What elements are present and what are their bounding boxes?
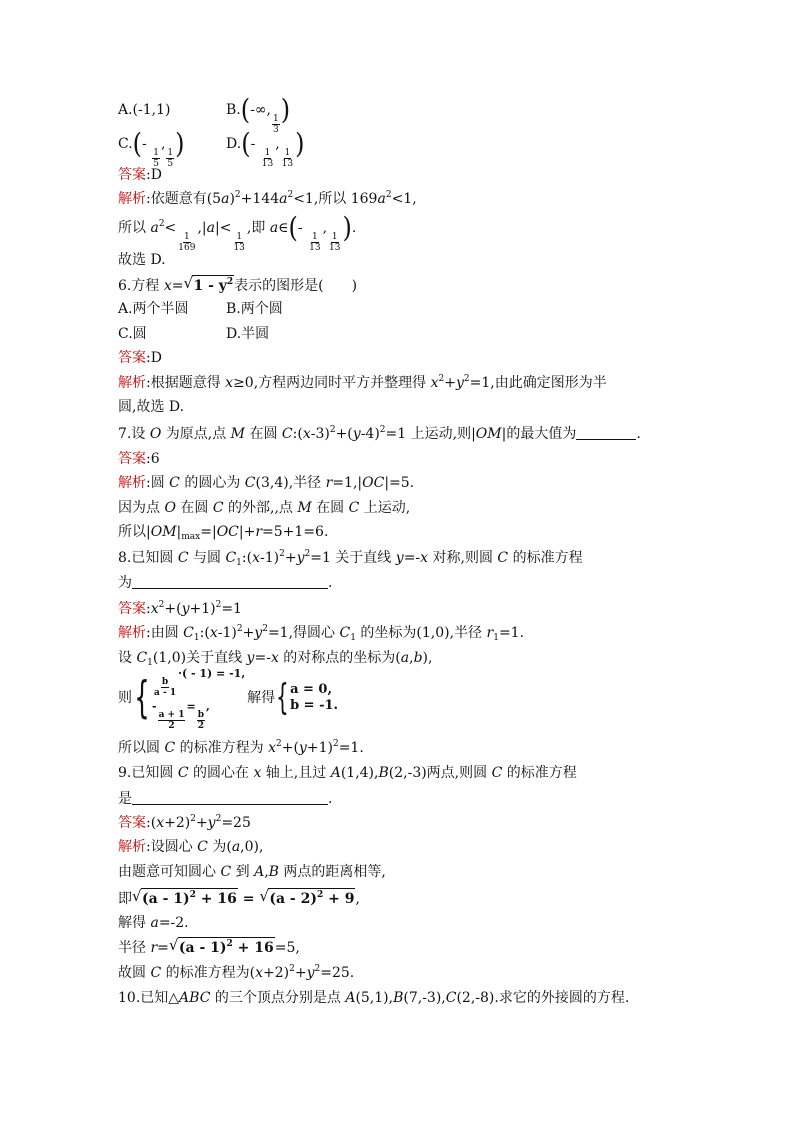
q7-answer: 答案:6 <box>118 451 160 467</box>
q9-analysis-6: 故圆 C 的标准方程为$(x+2)^2+y^2=25$. <box>118 964 355 981</box>
fill-blank <box>576 425 636 440</box>
q8-question-1: 8.已知圆 C 与圆 $C_1:(x-1)^2+y^2=1$ 关于直线 y=-x 对称,则圆 C 的标准方程 <box>118 549 583 568</box>
q6-analysis-2: 圆,故选 D. <box>118 399 185 415</box>
q6-options-row-1 <box>118 299 283 319</box>
answer-label: 答案 <box>118 451 146 467</box>
q6-analysis-1: 解析:根据题意得 x≥0,方程两边同时平方并整理得 $x^2+y^2=1$,由此确定图形为半 <box>118 374 607 391</box>
q9-analysis-5: 半径 r=√ (a - 1)$^2$ + 16=5, <box>118 937 300 958</box>
q9-answer: 答案$:(x+2)^2+y^2=25$ <box>118 814 251 831</box>
analysis-label: 解析 <box>118 475 146 491</box>
q8-analysis-1: 解析:由圆 $C_1:(x-1)^2+y^2=1$,得圆心 $C_1$ 的坐标为(1,0),半径 $r_1=1$. <box>118 624 525 643</box>
q9-analysis-4: 解得 a=-2. <box>118 915 189 931</box>
option-c: C.(- $\frac{1}{5}$ , $\frac{1}{5}$ ) <box>118 127 185 169</box>
q6-options-row-2 <box>118 324 270 344</box>
q8-analysis-3: 所以圆 C 的标准方程为 $x^2+(y+1)^2=1$. <box>118 739 364 756</box>
q6-option-b: B.两个圆 <box>226 301 283 317</box>
analysis-label: 解析 <box>118 191 146 207</box>
q8-answer: 答案$:x^2+(y+1)^2=1$ <box>118 600 242 617</box>
q10-question: 10.已知△ABC 的三个顶点分别是点 A(5,1),B(7,-3),C(2,-8).求它的外接圆的方程. <box>118 990 630 1006</box>
q7-analysis-2: 因为点 O 在圆 C 的外部,,点 M 在圆 C 上运动, <box>118 500 411 516</box>
q8-question-2: 为 . <box>118 575 333 591</box>
q9-question-2: 是 . <box>118 791 333 807</box>
q9-analysis-3: 即√ (a - 1)$^2$ + 16 = √ (a - 2)$^2$ + 9, <box>118 888 360 909</box>
q5-analysis-1: 解析:依题意有$(5a)^2+144a^2<1$,所以 $169a^2<1$, <box>118 190 417 207</box>
solution-system: { a = 0, b = -1. <box>276 677 339 718</box>
q6-question: 6.方程 x=√ $1 - y^2$表示的图形是( ) <box>118 275 357 296</box>
q7-analysis-1: 解析:圆 C 的圆心为 C(3,4),半径 r=1,|OC|=5. <box>118 475 415 491</box>
q6-option-a: A.两个半圆 <box>118 301 189 317</box>
answer-label: 答案 <box>118 167 146 183</box>
q5-options-row-1 <box>118 93 291 135</box>
q7-analysis-3: 所以$|OM|_{max}=|OC|+r=5+1=6$. <box>118 524 329 542</box>
option-a: A.(-1,1) <box>118 102 171 118</box>
q5-options-row-2 <box>118 127 305 169</box>
q8-system: 则 { $\frac{b}{a - 1}$ ·( - 1) = -1, - $\frac{a + 1}{2}$ = $\frac{b}{2}$ , 解得 { a = 0, b = -1. <box>118 667 339 731</box>
q9-analysis-2: 由题意可知圆心 C 到 A,B 两点的距离相等, <box>118 864 386 880</box>
equation-system: { $\frac{b}{a - 1}$ ·( - 1) = -1, - $\frac{a + 1}{2}$ = $\frac{b}{2}$ , <box>134 667 246 731</box>
q9-question-1: 9.已知圆 C 的圆心在 x 轴上,且过 A(1,4),B(2,-3)两点,则圆 C 的标准方程 <box>118 765 577 781</box>
analysis-label: 解析 <box>118 625 146 641</box>
q6-option-d: D.半圆 <box>226 326 270 342</box>
q5-analysis-2: 所以 $a^2<$ $\frac{1}{169}$ ,|a|< $\frac{1}{13}$ ,即 a∈(- $\frac{1}{13}$ , $\frac{1}{13}$ ). <box>118 211 357 253</box>
option-b: B.(-∞, $\frac{1}{3}$ ) <box>226 93 291 135</box>
q5-analysis-3: 故选 D. <box>118 252 166 268</box>
option-d: D.(- $\frac{1}{13}$ , $\frac{1}{13}$ ) <box>226 127 305 169</box>
answer-label: 答案 <box>118 815 146 831</box>
analysis-label: 解析 <box>118 839 146 855</box>
q9-analysis-1: 解析:设圆心 C 为(a,0), <box>118 839 264 855</box>
q6-option-c: C.圆 <box>118 326 147 342</box>
q5-answer: 答案:D <box>118 167 162 183</box>
fill-blank <box>132 790 328 805</box>
q6-answer: 答案:D <box>118 350 162 366</box>
answer-label: 答案 <box>118 350 146 366</box>
answer-label: 答案 <box>118 601 146 617</box>
fill-blank <box>132 574 328 589</box>
q8-analysis-2: 设 $C_1(1,0)$关于直线 y=-x 的对称点的坐标为(a,b), <box>118 650 433 668</box>
analysis-label: 解析 <box>118 375 146 391</box>
q7-question: 7.设 O 为原点,点 M 在圆 $C:(x-3)^2+(y-4)^2=1$ 上运动,则|OM|的最大值为 . <box>118 425 641 442</box>
